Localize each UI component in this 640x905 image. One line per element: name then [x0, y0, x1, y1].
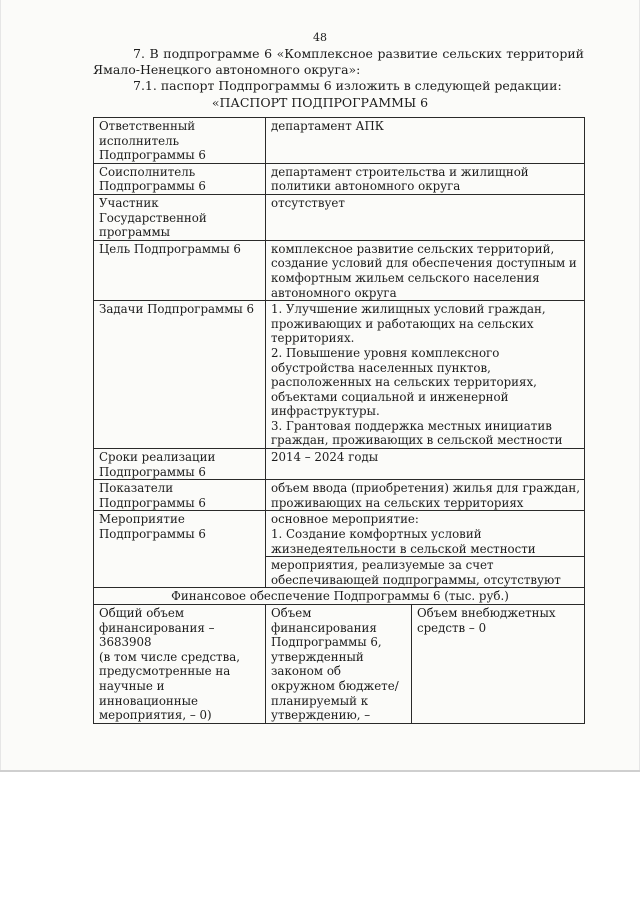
word: территорий — [506, 46, 584, 61]
intro-line-3: 7.1. паспорт Подпрограммы 6 изложить в следующей редакции: — [133, 78, 562, 93]
financing-total — [94, 605, 266, 724]
table-row — [94, 118, 585, 164]
table-row — [94, 163, 585, 194]
task-item: 3. Грантовая поддержка местных инициатив граждан, проживающих в сельской местности — [271, 418, 563, 448]
financing-line: Общий объем финансирования – — [99, 606, 215, 635]
financing-extrabudget: Объем внебюджетных средств – 0 — [412, 605, 585, 724]
row-label: Соисполнитель Подпрограммы 6 — [94, 163, 266, 194]
row-value — [266, 301, 585, 449]
row-label: Ответственный исполнитель Подпрограммы 6 — [94, 118, 266, 164]
row-value: мероприятия, реализуемые за счет обеспечивающей подпрограммы, отсутствуют — [266, 557, 585, 588]
intro-line-1 — [133, 46, 584, 62]
word: подпрограмме — [163, 46, 260, 61]
row-value: объем ввода (приобретения) жилья для граждан, проживающих на сельских территориях — [266, 480, 585, 511]
financing-line: 3683908 — [99, 635, 152, 650]
financing-line: (в том числе средства, предусмотренные на научные и инновационные мероприятия, – 0) — [99, 649, 241, 723]
table-row — [94, 511, 585, 557]
word: развитие — [377, 46, 438, 61]
row-label: Задачи Подпрограммы 6 — [94, 301, 266, 449]
task-item: 2. Повышение уровня комплексного обустройства населенных пунктов, расположенных на сельских территориях, объектами социальной и инженерной инфраструктуры. — [271, 345, 537, 419]
word: «Комплексное — [276, 46, 373, 61]
passport-title: «ПАСПОРТ ПОДПРОГРАММЫ 6 — [211, 95, 429, 110]
word: В — [149, 46, 159, 61]
table-row — [94, 301, 585, 449]
table-row — [94, 588, 585, 605]
row-label: Показатели Подпрограммы 6 — [94, 480, 266, 511]
row-value: 2014 – 2024 годы — [266, 449, 585, 480]
row-label: Цель Подпрограммы 6 — [94, 240, 266, 300]
intro-line-2: Ямало-Ненецкого автономного округа»: — [93, 62, 361, 77]
measure-line: 1. Создание комфортных условий жизнедеятельности в сельской местности — [271, 527, 536, 556]
table-row — [94, 605, 585, 724]
table-row — [94, 240, 585, 300]
passport-table — [93, 117, 585, 724]
row-label: Мероприятие Подпрограммы 6 — [94, 511, 266, 588]
financing-budget: Объем финансирования Подпрограммы 6, утвержденный законом об окружном бюджете/ планируемый к утверждению, – — [266, 605, 412, 724]
row-value — [266, 511, 585, 557]
task-item: 1. Улучшение жилищных условий граждан, проживающих и работающих на сельских территориях. — [271, 302, 546, 346]
table-row — [94, 449, 585, 480]
row-value: отсутствует — [266, 194, 585, 240]
row-value: комплексное развитие сельских территорий, создание условий для обеспечения доступным и комфортным жильем сельского населения автономного округа — [266, 240, 585, 300]
table-row — [94, 194, 585, 240]
word: сельских — [442, 46, 502, 61]
table-row — [94, 480, 585, 511]
row-label: Участник Государственной программы — [94, 194, 266, 240]
word: 7. — [133, 46, 145, 61]
financing-header: Финансовое обеспечение Подпрограммы 6 (тыс. руб.) — [94, 588, 585, 605]
word: 6 — [264, 46, 273, 61]
measure-line: основное мероприятие: — [271, 512, 419, 527]
row-value: департамент строительства и жилищной политики автономного округа — [266, 163, 585, 194]
row-label: Сроки реализации Подпрограммы 6 — [94, 449, 266, 480]
row-value: департамент АПК — [266, 118, 585, 164]
page-number: 48 — [313, 31, 327, 44]
